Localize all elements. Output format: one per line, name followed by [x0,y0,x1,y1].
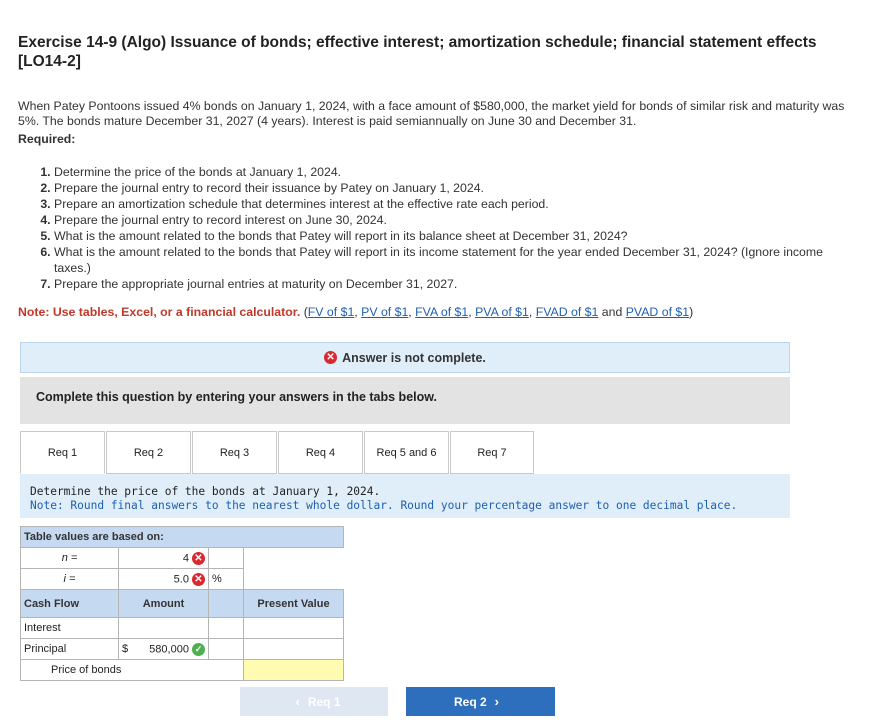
note-sep: , [528,305,536,319]
question-item: 6. What is the amount related to the bonds that Patey will report in its income statement for the year ended December 31, 2024? (Ignore income taxes.) [54,244,858,276]
question-item: 4. Prepare the journal entry to record interest on June 30, 2024. [54,212,858,228]
tab-req-1[interactable]: Req 1 [20,431,105,474]
empty-cell [209,548,244,569]
answer-status-text: Answer is not complete. [342,350,486,365]
question-list [18,164,858,292]
x-circle-icon: ✕ [192,573,205,586]
col-cash-flow: Cash Flow [21,590,119,618]
pv-calculation-table [20,526,344,681]
panel-prompt: Determine the price of the bonds at January 1, 2024. [30,485,381,498]
prev-req-button[interactable] [240,687,388,716]
currency-symbol: $ [122,642,129,655]
note-and: and [601,305,623,319]
tab-req-2[interactable]: Req 2 [106,431,191,474]
exercise-title: Exercise 14-9 (Algo) Issuance of bonds; effective interest; amortization schedule; financial statement effects [LO14-2] [18,34,817,70]
question-item: 1. Determine the price of the bonds at January 1, 2024. [54,164,858,180]
tab-req-5-and-6[interactable]: Req 5 and 6 [364,431,449,474]
principal-amount[interactable]: 580,000 [149,642,189,655]
tab-req-3[interactable]: Req 3 [192,431,277,474]
interest-pv-input[interactable] [244,618,344,639]
row-principal-label: Principal [21,639,119,660]
next-req-label: Req 2 [453,694,487,709]
chevron-left-icon: ‹ [295,694,300,709]
price-of-bonds-input[interactable] [244,660,344,681]
note-sep: , [354,305,362,319]
exercise-intro: When Patey Pontoons issued 4% bonds on January 1, 2024, with a face amount of $580,000, the market yield for bonds of similar risk and maturity was 5%. The bonds mature December 31, 2027 (4 years). Interest is paid semiannually on June 30 and December 31. [18,99,845,128]
n-value[interactable]: 4 [182,551,189,564]
interest-amount-input[interactable] [119,618,209,639]
principal-pv-input[interactable] [244,639,344,660]
next-req-button[interactable] [406,687,555,716]
i-unit: % [209,569,244,590]
required-label: Required: [18,132,76,146]
note-sep: , [468,305,476,319]
answer-status-bar [20,342,790,373]
i-cell[interactable] [119,569,209,590]
pvad-table-link[interactable]: PVAD of $1 [625,305,690,319]
tab-req-4[interactable]: Req 4 [278,431,363,474]
n-cell[interactable] [119,548,209,569]
chevron-right-icon: › [494,694,500,709]
req-panel [20,474,790,518]
req-tabs [20,431,535,474]
col-amount: Amount [119,590,209,618]
row-price-label: Price of bonds [21,660,244,681]
instruction-box: Complete this question by entering your answers in the tabs below. [20,377,790,424]
panel-note: Note: Round final answers to the nearest whole dollar. Round your percentage answer to one decimal place. [30,499,738,512]
pv-table-link[interactable]: PV of $1 [361,305,409,319]
row-interest-label: Interest [21,618,119,639]
fv-table-link[interactable]: FV of $1 [307,305,355,319]
i-label: i = [21,569,119,590]
x-circle-icon: ✕ [324,351,337,364]
question-item: 2. Prepare the journal entry to record their issuance by Patey on January 1, 2024. [54,180,858,196]
principal-amount-cell[interactable] [119,639,209,660]
x-circle-icon: ✕ [192,552,205,565]
n-label: n = [21,548,119,569]
question-item: 3. Prepare an amortization schedule that determines interest at the effective rate each period. [54,196,858,212]
i-value[interactable]: 5.0 [173,572,189,585]
question-item: 7. Prepare the appropriate journal entries at maturity on December 31, 2027. [54,276,858,292]
tab-req-7[interactable]: Req 7 [450,431,534,474]
fva-table-link[interactable]: FVA of $1 [415,305,469,319]
check-circle-icon: ✓ [192,643,205,656]
table-header: Table values are based on: [21,527,344,548]
note-label: Note: Use tables, Excel, or a financial calculator. [18,305,301,319]
note-close-paren: ) [689,305,694,319]
note-open-paren: ( [303,305,308,319]
fvad-table-link[interactable]: FVAD of $1 [535,305,599,319]
note-sep: , [408,305,416,319]
col-present-value: Present Value [244,590,344,618]
pva-table-link[interactable]: PVA of $1 [475,305,529,319]
prev-req-label: Req 1 [307,694,341,709]
note-line [18,305,693,319]
question-item: 5. What is the amount related to the bonds that Patey will report in its balance sheet at December 31, 2024? [54,228,858,244]
